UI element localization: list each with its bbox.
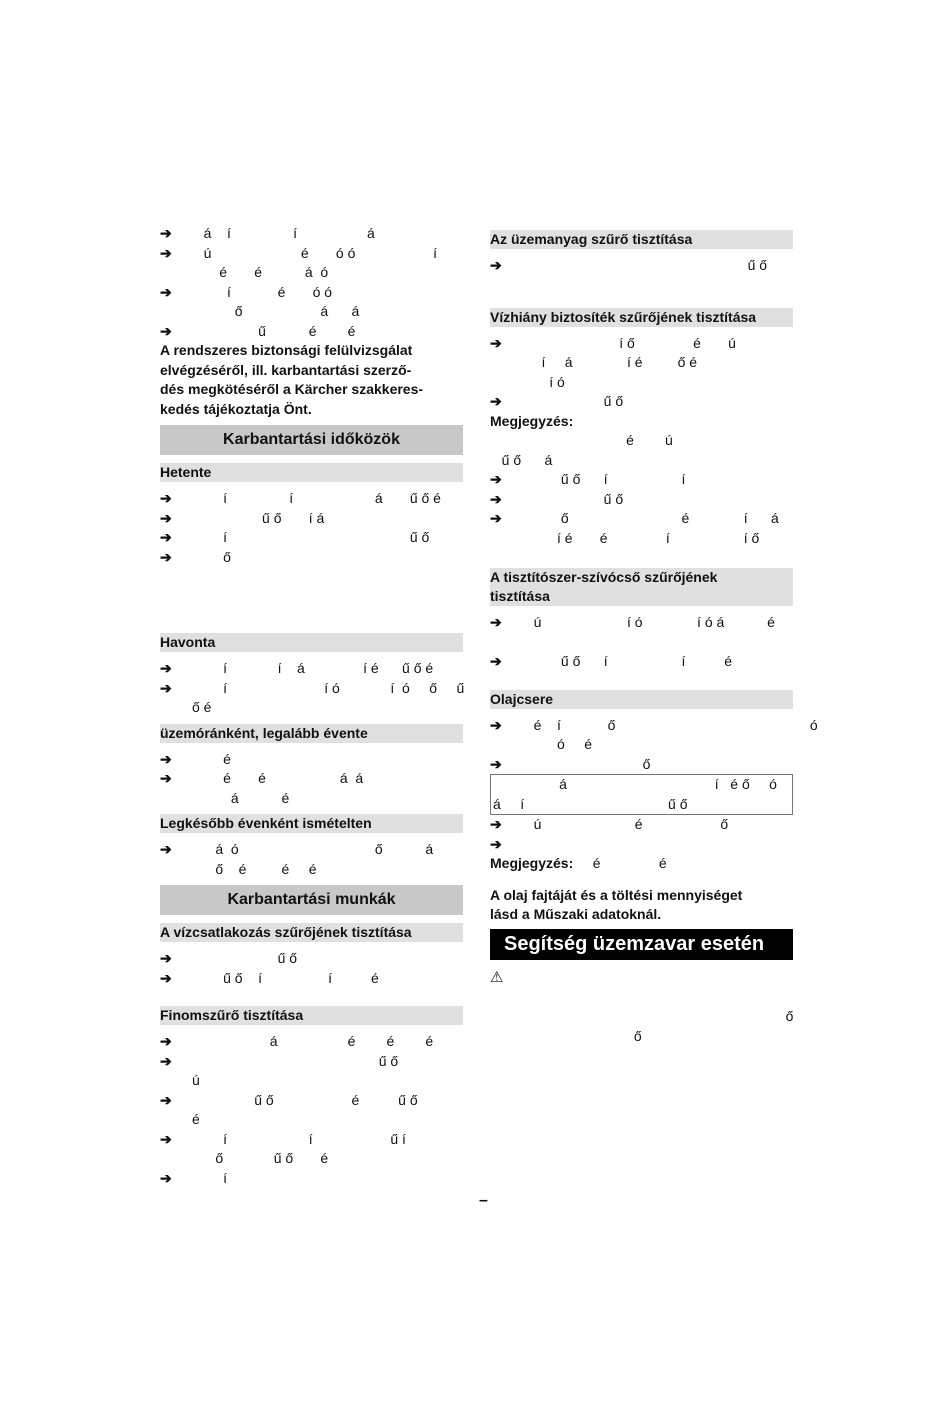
heading-detergent-filter	[490, 568, 793, 606]
monthly-step-continued: ő é	[192, 699, 212, 715]
heading-oil-change: Olajcsere	[490, 690, 793, 709]
step-text: á í í á	[192, 225, 375, 241]
step-text: ő é í á	[522, 510, 779, 526]
arrow-icon: ➔	[490, 257, 502, 273]
warning-triangle-icon: ⚠	[490, 968, 504, 986]
arrow-icon: ➔	[160, 841, 172, 857]
intro-step-continued: ő á á	[192, 303, 360, 319]
yearly-step-continued: á é	[192, 789, 290, 806]
arrow-icon: ➔	[490, 614, 502, 630]
fine-filter-step	[160, 1052, 463, 1072]
right-column	[490, 224, 818, 1046]
step-text: ű ő í í é	[192, 969, 379, 986]
step-text: é	[192, 750, 231, 767]
step-text: ű ő	[192, 1052, 399, 1069]
arrow-icon: ➔	[160, 283, 172, 300]
arrow-icon: ➔	[490, 393, 502, 409]
heading-line: A tisztítószer-szívócső szűrőjének	[490, 569, 718, 585]
note-text: é é	[573, 855, 667, 871]
weekly-step	[160, 528, 463, 548]
step-text: ű é é	[192, 322, 356, 339]
note1-step	[490, 509, 793, 529]
note1-text: ű ő á	[490, 451, 553, 468]
fine-filter-step-continued: ő ű ő é	[192, 1150, 329, 1166]
heading-latest: Legkésőbb évenként ismételten	[160, 814, 463, 833]
arrow-icon: ➔	[490, 653, 502, 669]
note-label: Megjegyzés:	[490, 855, 574, 871]
intro-step	[160, 322, 463, 342]
arrow-icon: ➔	[160, 509, 172, 526]
note1-step	[490, 490, 793, 510]
water-filter-step	[160, 969, 463, 989]
weekly-step	[160, 509, 463, 529]
fine-filter-step-continued: é	[192, 1111, 200, 1127]
troubleshooting-text: ő	[490, 1008, 794, 1024]
yearly-step	[160, 769, 463, 789]
heading-operating-hours: üzemóránként, legalább évente	[160, 724, 463, 743]
heading-line: tisztítása	[490, 588, 550, 604]
arrow-icon: ➔	[160, 770, 172, 786]
arrow-icon: ➔	[160, 969, 172, 986]
spacer	[490, 548, 793, 562]
step-text: ő	[522, 755, 651, 772]
oil-change-after-step	[490, 835, 793, 855]
water-shortage-step-continued: í á í é ő é	[522, 354, 698, 370]
arrow-icon: ➔	[490, 755, 502, 772]
oil-type-note: A olaj fajtáját és a töltési mennyiséget	[490, 886, 743, 903]
safety-check-note: elvégzéséről, ill. karbantartási szerző-	[160, 361, 412, 378]
step-text: ű ő	[522, 257, 768, 273]
detergent-filter-step	[490, 613, 793, 633]
oil-change-after-step	[490, 815, 793, 835]
fine-filter-step	[160, 1130, 463, 1150]
arrow-icon: ➔	[160, 750, 172, 767]
detergent-filter-text	[490, 633, 793, 653]
note1-step-continued: í é é í í ő	[522, 529, 760, 546]
intro-step-continued: é é á ó	[192, 264, 329, 280]
spacer	[160, 567, 463, 627]
intro-step	[160, 283, 463, 303]
water-shortage-step-continued: í ó	[522, 373, 565, 390]
monthly-step	[160, 659, 463, 679]
step-text: ú é ó ó í	[192, 244, 438, 261]
oil-change-caution-box	[490, 774, 793, 815]
spacer	[490, 276, 793, 302]
arrow-icon: ➔	[160, 548, 172, 565]
step-text: ű ő	[522, 490, 624, 507]
heading-weekly: Hetente	[160, 463, 463, 482]
note1-text: é ú	[490, 432, 673, 448]
arrow-icon: ➔	[490, 471, 502, 487]
arrow-icon: ➔	[490, 490, 502, 507]
heading-water-connection-filter: A vízcsatlakozás szűrőjének tisztítása	[160, 923, 463, 942]
water-shortage-step	[490, 334, 793, 354]
step-text: í í á ű ő é	[192, 490, 441, 506]
arrow-icon: ➔	[160, 490, 172, 506]
latest-step	[160, 840, 463, 860]
step-text: í ű ő	[192, 529, 430, 545]
arrow-icon: ➔	[160, 679, 172, 696]
step-text: í í ó í ó ő ű	[192, 679, 465, 696]
weekly-step	[160, 489, 463, 509]
safety-check-note: A rendszeres biztonsági felülvizsgálat	[160, 342, 413, 358]
intro-step	[160, 224, 463, 244]
oil-note	[490, 854, 793, 874]
arrow-icon: ➔	[490, 334, 502, 351]
spacer	[160, 988, 463, 1000]
step-text: ű ő í í	[522, 471, 686, 487]
step-text: í í á í é ű ő é	[192, 660, 434, 676]
step-text: ű ő é ű ő	[192, 1091, 418, 1108]
heading-fine-filter: Finomszűrő tisztítása	[160, 1006, 463, 1025]
arrow-icon: ➔	[160, 225, 172, 241]
step-text: é é á á	[192, 770, 364, 786]
water-shortage-step	[490, 392, 793, 412]
detergent-filter-step	[490, 652, 793, 672]
step-text: ű ő í á	[192, 509, 325, 526]
arrow-icon: ➔	[160, 529, 172, 545]
note-label: Megjegyzés:	[490, 412, 574, 429]
arrow-icon: ➔	[160, 1091, 172, 1108]
step-text: ű ő	[192, 950, 298, 966]
heading-fuel-filter: Az üzemanyag szűrő tisztítása	[490, 230, 793, 249]
arrow-icon: ➔	[160, 1130, 172, 1147]
arrow-icon: ➔	[160, 1033, 172, 1049]
step-text: í	[192, 1169, 228, 1186]
heading-troubleshooting: Segítség üzemzavar esetén	[490, 929, 793, 960]
step-text: í ő é ú	[522, 334, 736, 351]
heading-maintenance-intervals: Karbantartási időközök	[160, 425, 463, 455]
fuel-filter-step	[490, 256, 793, 276]
fine-filter-step	[160, 1091, 463, 1111]
arrow-icon: ➔	[160, 950, 172, 966]
step-text: á é é é	[192, 1033, 434, 1049]
spacer	[490, 874, 793, 886]
arrow-icon: ➔	[160, 660, 172, 676]
arrow-icon: ➔	[160, 244, 172, 261]
caution-line: á í é ő ó	[493, 776, 777, 792]
arrow-icon: ➔	[490, 510, 502, 526]
latest-step-continued: ő é é é	[192, 860, 317, 877]
arrow-icon: ➔	[490, 816, 502, 832]
step-text: ú í ó í ó á é	[522, 614, 775, 630]
troubleshooting-text	[490, 988, 793, 1008]
oil-change-step	[490, 755, 793, 775]
page-number: –	[479, 1192, 488, 1209]
step-text: ű ő	[522, 393, 624, 409]
heading-water-shortage-filter: Vízhiány biztosíték szűrőjének tisztítása	[490, 308, 793, 327]
note1-step	[490, 470, 793, 490]
step-text: á ó ő á	[192, 841, 434, 857]
arrow-icon: ➔	[160, 322, 172, 339]
intro-step	[160, 244, 463, 264]
arrow-icon: ➔	[160, 1169, 172, 1186]
arrow-icon: ➔	[490, 835, 502, 852]
step-text: é í ő ó	[522, 716, 818, 733]
step-text: ú é ő	[522, 816, 729, 832]
arrow-icon: ➔	[490, 716, 502, 733]
safety-check-note: kedés tájékoztatja Önt.	[160, 400, 312, 417]
fine-filter-step	[160, 1169, 463, 1189]
water-filter-step	[160, 949, 463, 969]
oil-change-step-continued: ó é	[522, 736, 593, 752]
troubleshooting-text: ő	[490, 1027, 642, 1044]
heading-monthly: Havonta	[160, 633, 463, 652]
fine-filter-step	[160, 1032, 463, 1052]
caution-line: á í ű ő	[493, 795, 688, 812]
safety-check-note: dés megkötéséről a Kärcher szakkeres-	[160, 381, 424, 397]
step-text: í í ű í	[192, 1130, 406, 1147]
weekly-step	[160, 548, 463, 568]
step-text: ő	[192, 548, 231, 565]
monthly-step	[160, 679, 463, 699]
step-text: ű ő í í é	[522, 653, 733, 669]
spacer	[490, 672, 793, 684]
oil-type-note: lásd a Műszaki adatoknál.	[490, 906, 662, 922]
left-column	[160, 224, 463, 1188]
heading-maintenance-work: Karbantartási munkák	[160, 885, 463, 915]
yearly-step	[160, 750, 463, 770]
oil-change-step	[490, 716, 818, 736]
fine-filter-step-continued: ú	[192, 1072, 200, 1088]
step-text: í é ó ó	[192, 283, 333, 300]
arrow-icon: ➔	[160, 1052, 172, 1069]
